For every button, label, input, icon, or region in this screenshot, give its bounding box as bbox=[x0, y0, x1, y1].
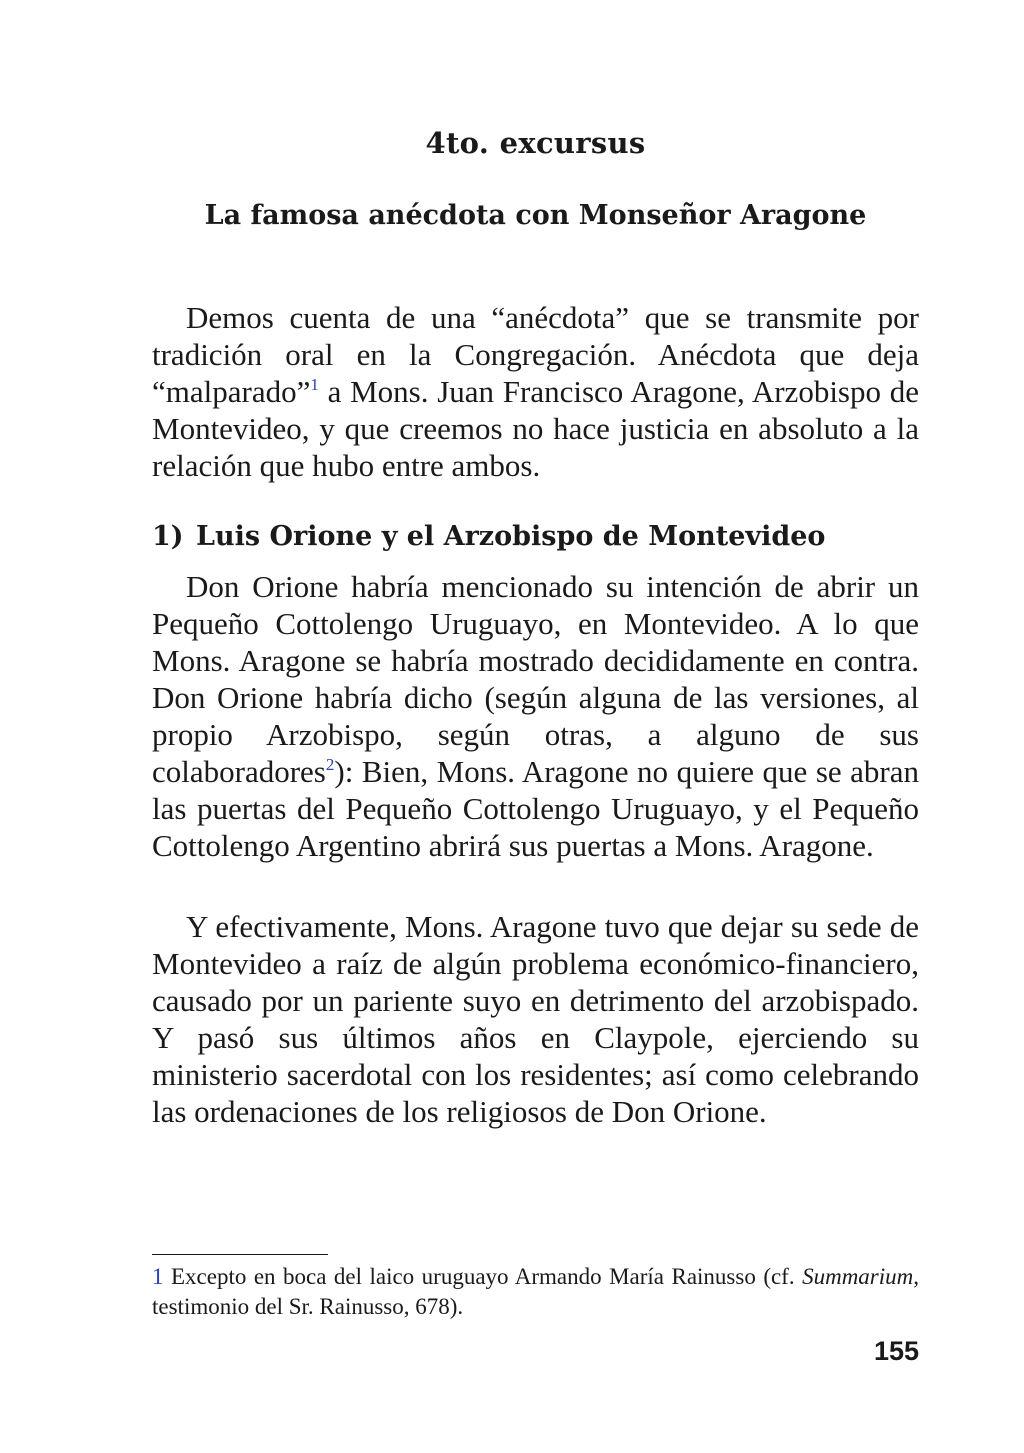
section-paragraph-1-part1: Don Orione habría mencionado su intención de abrir un Pequeño Cottolengo Uruguayo, en Montevideo. A lo que Mons. Aragone se habría mostrado decididamente en contra. Don Orione habría dicho (según alguna de las versiones, al propio Arzobispo, según otras, a alguno de sus colaboradores bbox=[152, 569, 919, 789]
section-number: 1) bbox=[152, 521, 184, 552]
chapter-subtitle: La famosa anécdota con Monseñor Aragone bbox=[204, 200, 867, 231]
footnote-text-before: Excepto en boca del laico uruguayo Armando María Rainusso (cf. bbox=[163, 1264, 803, 1289]
footnote bbox=[152, 1262, 919, 1322]
intro-text-part1: Demos cuenta de una “anécdota” que se transmite por tradición oral en la Congregación. Anécdota que deja “malparado” bbox=[152, 300, 919, 409]
footnote-italic-title: Summarium bbox=[802, 1264, 914, 1289]
footnote-text-after: , testimonio del Sr. Rainusso, 678). bbox=[152, 1264, 919, 1319]
section-heading bbox=[152, 521, 919, 552]
chapter-title: 4to. excursus bbox=[425, 126, 646, 160]
footnote-ref-2[interactable]: 2 bbox=[325, 755, 335, 774]
footnote-divider bbox=[152, 1254, 328, 1255]
section-paragraph-2: Y efectivamente, Mons. Aragone tuvo que dejar su sede de Montevideo a raíz de algún problema económico-financiero, causado por un pariente suyo en detrimento del arzobispado. Y pasó sus últimos años en Claypole, ejerciendo su ministerio sacerdotal con los residentes; así como celebrando las ordenaciones de los religiosos de Don Orione. bbox=[152, 909, 919, 1129]
section-paragraph-1-part2: ): Bien, Mons. Aragone no quiere que se abran las puertas del Pequeño Cottolengo Uruguayo, y el Pequeño Cottolengo Argentino abrirá sus puertas a Mons. Aragone. bbox=[152, 754, 919, 863]
footnote-ref-1[interactable]: 1 bbox=[310, 375, 319, 394]
intro-paragraph bbox=[152, 299, 919, 484]
intro-text-part2: a Mons. Juan Francisco Aragone, Arzobispo de Montevideo, y que creemos no hace justicia en absoluto a la relación que hubo entre ambos. bbox=[152, 374, 919, 483]
footnote-number: 1 bbox=[152, 1264, 164, 1289]
page-number: 155 bbox=[873, 1336, 919, 1366]
section-heading-text: Luis Orione y el Arzobispo de Montevideo bbox=[196, 521, 826, 552]
section-paragraph-1 bbox=[152, 568, 919, 864]
